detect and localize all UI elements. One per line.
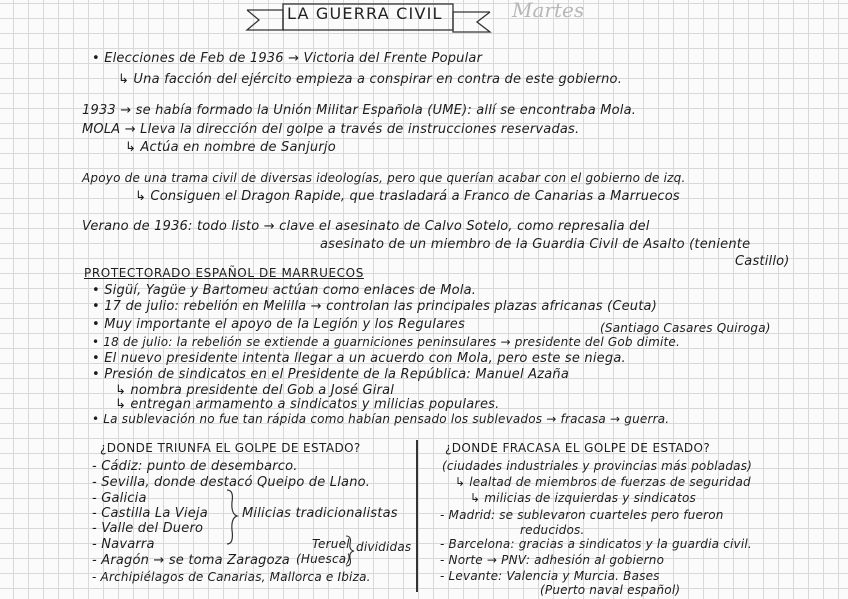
line-dragon-rapide: ↳ Consiguen el Dragon Rapide, que trasladará a Franco de Canarias a Marruecos: [135, 189, 680, 204]
section-heading-protectorado: PROTECTORADO ESPAÑOL DE MARRUECOS: [84, 266, 364, 280]
line-trama-civil: Apoyo de una trama civil de diversas ideologías, pero que querían acabar con el gobierno de izq.: [82, 171, 686, 185]
left-item-duero: - Valle del Duero: [92, 521, 204, 536]
line-ume: 1933 → se había formado la Unión Militar Española (UME): allí se encontraba Mola.: [82, 103, 637, 118]
left-item-sevilla: - Sevilla, donde destacó Queipo de Llano.: [92, 475, 371, 490]
page-title: LA GUERRA CIVIL: [287, 4, 443, 23]
brace-divididas: [344, 534, 356, 568]
right-item-lealtad: ↳ lealtad de miembros de fuerzas de seguridad: [455, 475, 751, 489]
line-presion-sindicatos: • Presión de sindicatos en el Presidente de la República: Manuel Azaña: [92, 367, 570, 382]
line-mola: MOLA → Lleva la dirección del golpe a través de instrucciones reservadas.: [82, 122, 580, 137]
line-nuevo-presidente: • El nuevo presidente intenta llegar a un acuerdo con Mola, pero este se niega.: [92, 351, 626, 366]
left-heading-triunfa: ¿DONDE TRIUNFA EL GOLPE DE ESTADO?: [100, 441, 361, 455]
line-castillo: Castillo): [735, 254, 790, 269]
right-item-puerto-naval: (Puerto naval español): [540, 583, 681, 597]
right-heading-fracasa: ¿DONDE FRACASA EL GOLPE DE ESTADO?: [445, 441, 711, 455]
line-legion: • Muy importante el apoyo de la Legión y los Regulares: [92, 317, 465, 332]
day-label: Martes: [512, 0, 585, 22]
line-asesinato: asesinato de un miembro de la Guardia Civil de Asalto (teniente: [320, 237, 751, 252]
left-item-castilla: - Castilla La Vieja: [92, 506, 208, 521]
left-item-aragon: - Aragón → se toma Zaragoza: [92, 553, 290, 568]
divididas-label: divididas: [356, 540, 412, 554]
line-sublevacion: • La sublevación no fue tan rápida como habían pensado los sublevados → fracasa → guerra.: [92, 412, 670, 426]
line-giral: ↳ nombra presidente del Gob a José Giral: [115, 383, 395, 398]
teruel-label: Teruel: [312, 537, 350, 551]
right-item-norte: - Norte → PNV: adhesión al gobierno: [440, 553, 665, 567]
line-enlaces: • Sigüí, Yagüe y Bartomeu actúan como enlaces de Mola.: [92, 283, 477, 298]
left-item-archipielagos: - Archipiélagos de Canarias, Mallorca e Ibiza.: [92, 570, 371, 584]
left-item-galicia: - Galicia: [92, 491, 147, 506]
milicias-tradicionalistas-label: Milicias tradicionalistas: [242, 506, 398, 521]
line-elecciones: • Elecciones de Feb de 1936 → Victoria del Frente Popular: [92, 51, 483, 66]
brace-milicias: [224, 488, 240, 546]
left-item-navarra: - Navarra: [92, 537, 155, 552]
line-verano: Verano de 1936: todo listo → clave el asesinato de Calvo Sotelo, como represalia del: [82, 219, 650, 234]
column-divider: [416, 440, 418, 592]
right-item-madrid-reducidos: reducidos.: [520, 523, 585, 537]
right-item-madrid: - Madrid: se sublevaron cuarteles pero fueron: [440, 508, 724, 522]
right-item-barcelona: - Barcelona: gracias a sindicatos y la guardia civil.: [440, 537, 752, 551]
left-item-cadiz: - Cádiz: punto de desembarco.: [92, 459, 298, 474]
right-item-ciudades: (ciudades industriales y provincias más pobladas): [442, 459, 753, 473]
line-18-julio: • 18 de julio: la rebelión se extiende a guarniciones peninsulares → presidente del Gob dimite.: [92, 335, 681, 349]
line-casares-quiroga: (Santiago Casares Quiroga): [600, 321, 771, 335]
line-17-julio: • 17 de julio: rebelión en Melilla → controlan las principales plazas africanas (Ceuta): [92, 299, 657, 314]
line-sanjurjo: ↳ Actúa en nombre de Sanjurjo: [125, 140, 336, 155]
line-faccion: ↳ Una facción del ejército empieza a conspirar en contra de este gobierno.: [118, 72, 623, 87]
right-item-levante: - Levante: Valencia y Murcia. Bases: [440, 569, 660, 583]
right-item-milicias: ↳ milicias de izquierdas y sindicatos: [470, 491, 696, 505]
line-armamento: ↳ entregan armamento a sindicatos y milicias populares.: [115, 397, 500, 412]
huesca-label: (Huesca): [296, 552, 352, 566]
